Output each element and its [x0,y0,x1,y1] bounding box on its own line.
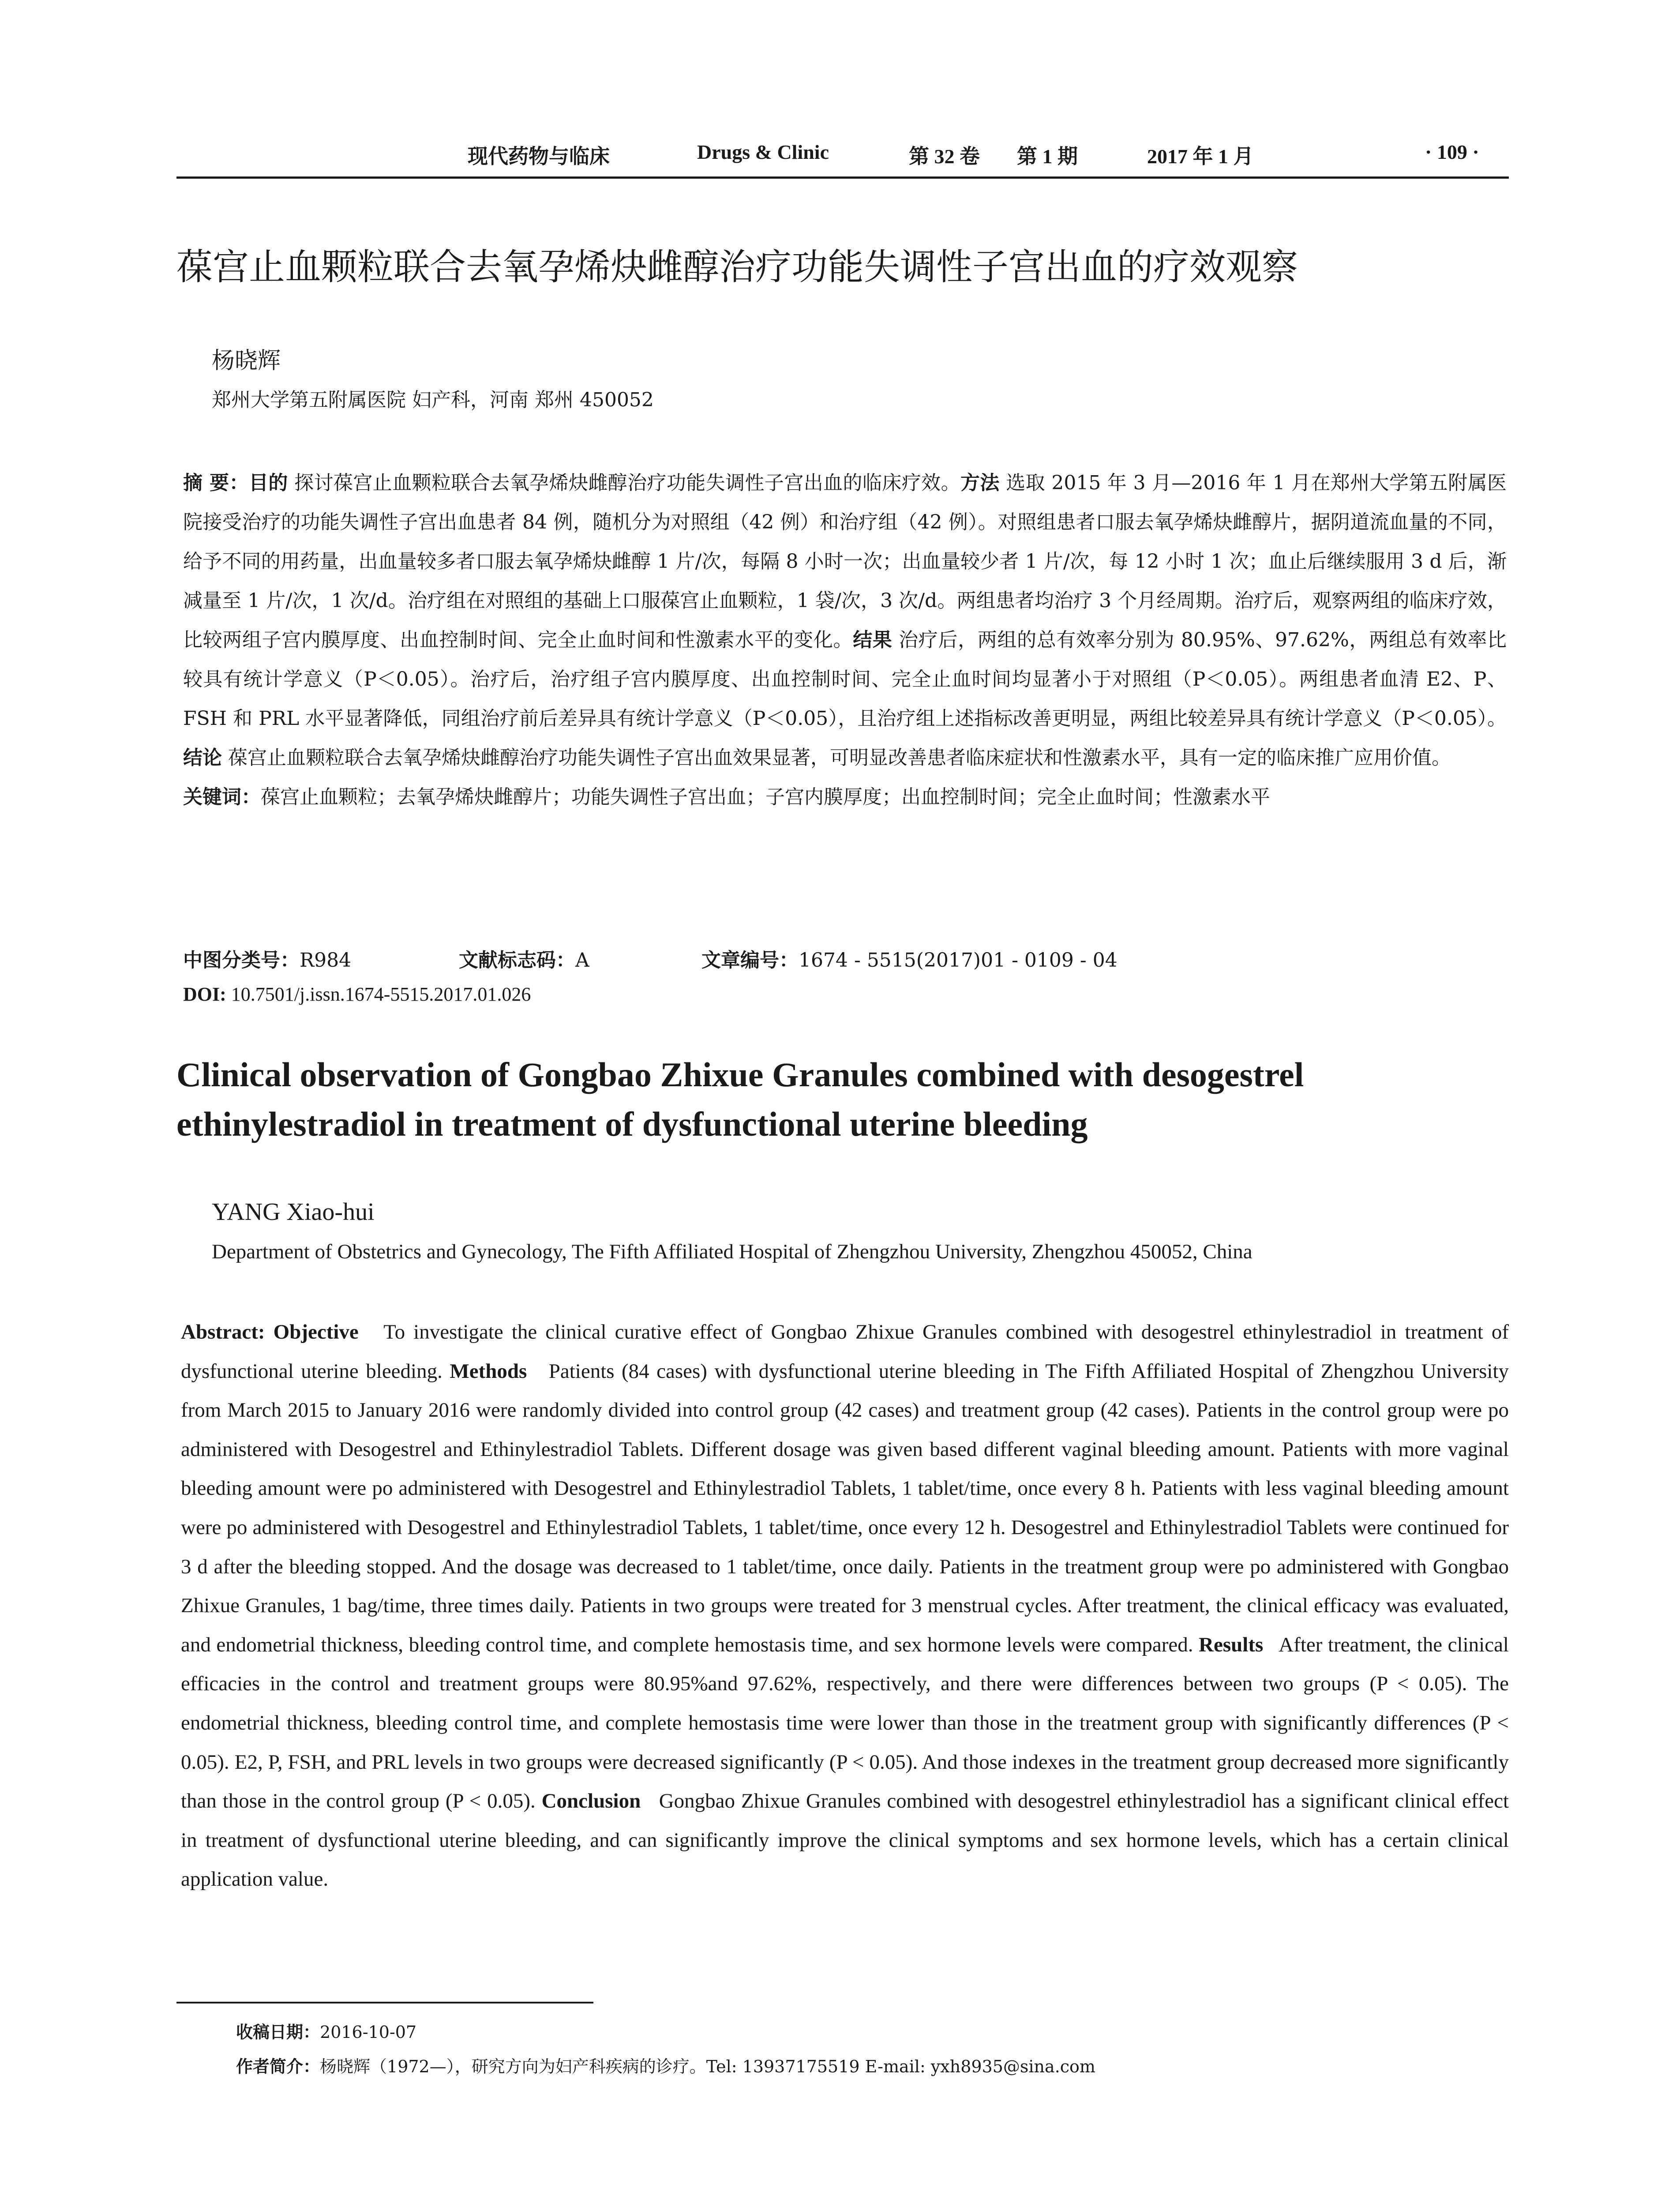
issue: 第 1 期 [1017,145,1078,168]
article-no-field [701,944,1118,972]
article-no-value: 1674 - 5515(2017)01 - 0109 - 04 [799,949,1118,972]
conclusion-label-cn: 结论 [183,747,222,769]
objective-text-cn: 探讨葆宫止血颗粒联合去氧孕烯炔雌醇治疗功能失调性子宫出血的临床疗效。 [294,472,960,494]
article-no-label: 文章编号： [701,949,799,972]
keywords-label-cn: 关键词： [183,786,261,808]
header-rule [176,176,1509,179]
objective-label-cn: 目的 [248,472,288,494]
author-cn: 杨晓辉 [212,348,281,374]
received-value: 2016-10-07 [320,2022,417,2042]
conclusion-text-en: Gongbao Zhixue Granules combined with desogestrel ethinylestradiol has a significant clinical effect in treatment of dysfunctional uterine bleeding, and can significantly improve the clinical symptoms and sex hormone levels, which has a certain clinical application value. [181,1790,1509,1891]
doi-field [183,983,531,1005]
keywords-cn [183,777,1507,817]
methods-label-en: Methods [450,1359,527,1383]
clc-field [183,944,351,972]
objective-text-en: To investigate the clinical curative effect of Gongbao Zhixue Granules combined with desogestrel ethinylestradiol in treatment of dysfunctional uterine bleeding. [181,1321,1509,1383]
doc-code-value: A [575,949,589,972]
page-number: · 109 · [1425,141,1479,163]
results-text-en: After treatment, the clinical efficacies in the control and treatment groups were 80.95%and 97.62%, respectively, and there were differences between two groups (P < 0.05). The endometrial thickness, bleeding control time, and complete hemostasis time were lower than those in the treatment group with significantly differences (P < 0.05). E2, P, FSH, and PRL levels in two groups were decreased significantly (P < 0.05). And those indexes in the treatment group decreased more significantly than those in the control group (P < 0.05). [181,1633,1509,1813]
doc-code-field [459,944,589,972]
running-header [176,140,1509,176]
results-label-en: Results [1199,1633,1264,1656]
affiliation-cn: 郑州大学第五附属医院 妇产科，河南 郑州 450052 [212,389,654,411]
clc-value: R984 [300,949,352,972]
clc-label: 中图分类号： [183,949,300,972]
conclusion-label-en: Conclusion [541,1790,641,1813]
journal-name-cn: 现代药物与临床 [468,145,610,168]
results-text-cn: 治疗后，两组的总有效率分别为 80.95%、97.62%，两组总有效率比较具有统计学意义（P＜0.05）。治疗后，治疗组子宫内膜厚度、出血控制时间、完全止血时间均显著小于对照组（P＜0.05）。两组患者血清 E2、P、FSH 和 PRL 水平显著降低，同组治疗前后差异具有统计学意义（P＜0.05），且治疗组上述指标改善更明显，两组比较差异具有统计学意义（P＜0.05）。 [183,629,1507,730]
keywords-text-cn: 葆宫止血颗粒；去氧孕烯炔雌醇片；功能失调性子宫出血；子宫内膜厚度；出血控制时间；完全止血时间；性激素水平 [261,786,1270,808]
results-label-cn: 结果 [853,629,892,651]
title-en-line-2: ethinylestradiol in treatment of dysfunctional uterine bleeding [176,1105,1088,1143]
methods-label-cn: 方法 [960,472,1000,494]
title-en-line-1: Clinical observation of Gongbao Zhixue Granules combined with desogestrel [176,1055,1304,1094]
affiliation-en: Department of Obstetrics and Gynecology, The Fifth Affiliated Hospital of Zhengzhou University, Zhengzhou 450052, China [212,1240,1252,1263]
bio-label: 作者简介： [236,2057,320,2076]
author-bio [236,2053,1095,2077]
journal-name-en: Drugs & Clinic [697,141,829,163]
abstract-label-cn: 摘 要： [183,472,249,494]
conclusion-text-cn: 葆宫止血颗粒联合去氧孕烯炔雌醇治疗功能失调性子宫出血效果显著，可明显改善患者临床症状和性激素水平，具有一定的临床推广应用价值。 [228,747,1451,769]
methods-text-en: Patients (84 cases) with dysfunctional uterine bleeding in The Fifth Affiliated Hospital of Zhengzhou University from March 2015 to January 2016 were randomly divided into control group (42 cases) and treatment group (42 cases). Patients in the control group were po administered with Desogestrel and Ethinylestradiol Tablets. Different dosage was given based different vaginal bleeding amount. Patients with more vaginal bleeding amount were po administered with Desogestrel and Ethinylestradiol Tablets, 1 tablet/time, once every 8 h. Patients with less vaginal bleeding amount were po administered with Desogestrel and Ethinylestradiol Tablets, 1 tablet/time, once every 12 h. Desogestrel and Ethinylestradiol Tablets were continued for 3 d after the bleeding stopped. And the dosage was decreased to 1 tablet/time, once daily. Patients in the treatment group were po administered with Gongbao Zhixue Granules, 1 bag/time, three times daily. Patients in two groups were treated for 3 menstrual cycles. After treatment, the clinical efficacy was evaluated, and endometrial thickness, bleeding control time, and complete hemostasis time, and sex hormone levels were compared. [181,1359,1509,1656]
volume: 第 32 卷 [909,145,980,168]
author-en: YANG Xiao-hui [212,1198,375,1226]
footnote-rule [176,2002,593,2003]
abstract-en [181,1313,1509,1899]
doi-value: 10.7501/j.issn.1674-5515.2017.01.026 [231,983,531,1005]
bio-value: 杨晓辉（1972—），研究方向为妇产科疾病的诊疗。Tel: 13937175519 E-mail: yxh8935@sina.com [320,2057,1095,2076]
abstract-cn [183,463,1507,817]
doi-label: DOI: [183,983,226,1005]
received-label: 收稿日期： [236,2022,320,2042]
issue-date: 2017 年 1 月 [1147,145,1254,168]
received-date [236,2018,416,2043]
article-title-en [176,1050,1509,1149]
objective-label-en: Objective [273,1321,359,1343]
doc-code-label: 文献标志码： [459,949,575,972]
abstract-cn-body [183,463,1507,777]
methods-text-cn: 选取 2015 年 3 月—2016 年 1 月在郑州大学第五附属医院接受治疗的功能失调性子宫出血患者 84 例，随机分为对照组（42 例）和治疗组（42 例）。对照组患者口服去氧孕烯炔雌醇片，据阴道流血量的不同，给予不同的用药量，出血量较多者口服去氧孕烯炔雌醇 1 片/次，每隔 8 小时一次；出血量较少者 1 片/次，每 12 小时 1 次；血止后继续服用 3 d 后，渐减量至 1 片/次，1 次/d。治疗组在对照组的基础上口服葆宫止血颗粒，1 袋/次，3 次/d。两组患者均治疗 3 个月经周期。治疗后，观察两组的临床疗效，比较两组子宫内膜厚度、出血控制时间、完全止血时间和性激素水平的变化。 [183,472,1507,651]
abstract-label-en: Abstract: [181,1321,265,1343]
article-title-cn: 葆宫止血颗粒联合去氧孕烯炔雌醇治疗功能失调性子宫出血的疗效观察 [176,246,1298,288]
